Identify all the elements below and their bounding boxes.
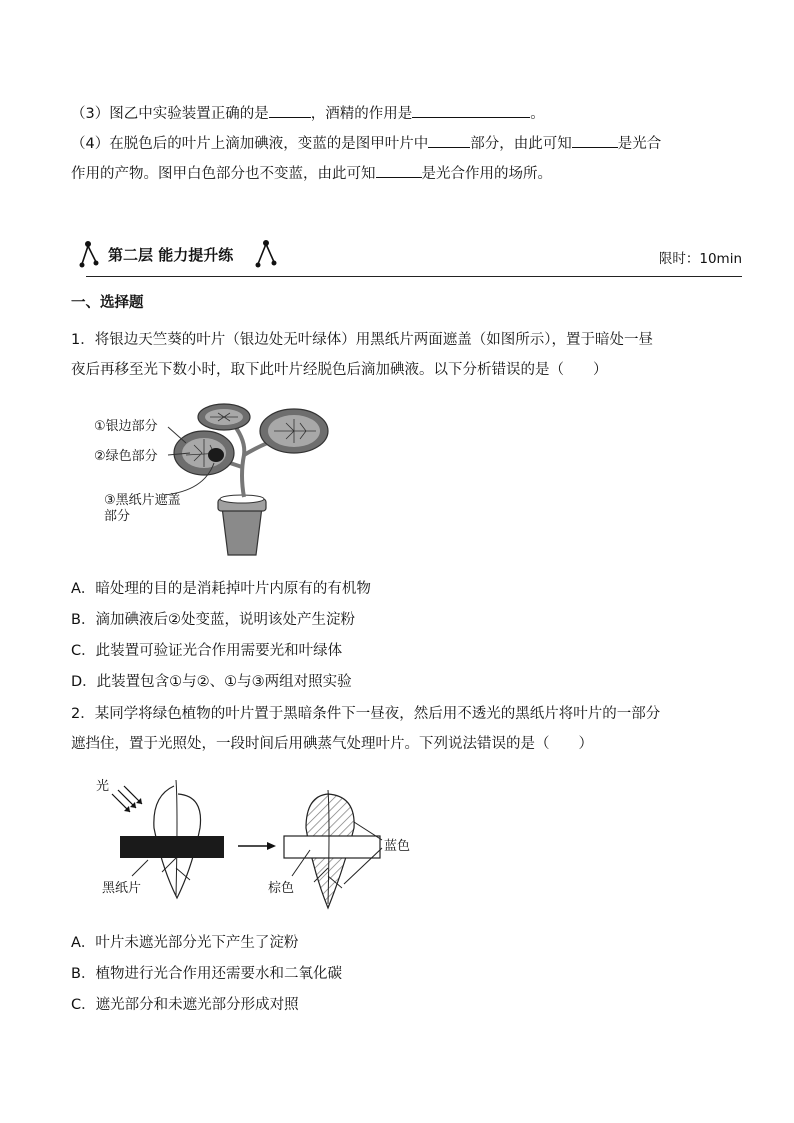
- q1-option-d[interactable]: D．此装置包含①与②、①与③两组对照实验: [71, 674, 352, 690]
- molecule-icon-left: [78, 236, 102, 270]
- q1-option-b[interactable]: B．滴加碘液后②处变蓝，说明该处产生淀粉: [71, 612, 355, 628]
- q1-option-a[interactable]: A．暗处理的目的是消耗掉叶片内原有的有机物: [71, 581, 371, 597]
- q2-stem-line1: 2．某同学将绿色植物的叶片置于黑暗条件下一昼夜，然后用不透光的黑纸片将叶片的一部分: [71, 706, 661, 722]
- figure-geranium: [94, 395, 354, 563]
- time-limit: 限时：10min: [658, 251, 742, 267]
- section-header: [78, 232, 742, 278]
- label-blue: 蓝色: [384, 839, 411, 854]
- answer-blank[interactable]: [428, 132, 470, 148]
- answer-blank[interactable]: [572, 132, 618, 148]
- answer-blank[interactable]: [269, 102, 311, 118]
- section-title: 第二层 能力提升练: [108, 246, 234, 264]
- label-black-paper: 黑纸片: [102, 881, 142, 896]
- q2-option-c[interactable]: C．遮光部分和未遮光部分形成对照: [71, 997, 299, 1013]
- q2-stem-line2: 遮挡住，置于光照处，一段时间后用碘蒸气处理叶片。下列说法错误的是（ ）: [71, 736, 593, 752]
- heading-choice: 一、选择题: [71, 295, 144, 311]
- q1-stem-line1: 1．将银边天竺葵的叶片（银边处无叶绿体）用黑纸片两面遮盖（如图所示），置于暗处一昼: [71, 332, 653, 348]
- q2-option-b[interactable]: B．植物进行光合作用还需要水和二氧化碳: [71, 966, 342, 982]
- divider: [86, 276, 742, 277]
- molecule-icon-right: [254, 236, 278, 270]
- label-silver-part: ①银边部分: [94, 419, 158, 434]
- question-4-line2: 作用的产物。图甲白色部分也不变蓝，由此可知 是光合作用的场所。: [71, 162, 552, 184]
- q1-option-c[interactable]: C．此装置可验证光合作用需要光和叶绿体: [71, 643, 343, 659]
- figure-leaf-experiment: [92, 768, 432, 918]
- q1-stem-line2: 夜后再移至光下数小时，取下此叶片经脱色后滴加碘液。以下分析错误的是（ ）: [71, 362, 608, 378]
- q2-option-a[interactable]: A．叶片未遮光部分光下产生了淀粉: [71, 935, 299, 951]
- label-covered-part: ③黑纸片遮盖: [104, 493, 181, 508]
- label-green-part: ②绿色部分: [94, 449, 158, 464]
- label-light: 光: [96, 779, 110, 794]
- answer-blank[interactable]: [376, 162, 422, 178]
- question-3: （3）图乙中实验装置正确的是 ，酒精的作用是 。: [71, 102, 545, 124]
- label-covered-part-2: 部分: [104, 509, 131, 524]
- label-brown: 棕色: [268, 881, 295, 896]
- answer-blank[interactable]: [412, 102, 530, 118]
- question-4-line1: （4）在脱色后的叶片上滴加碘液，变蓝的是图甲叶片中 部分，由此可知 是光合: [71, 132, 661, 154]
